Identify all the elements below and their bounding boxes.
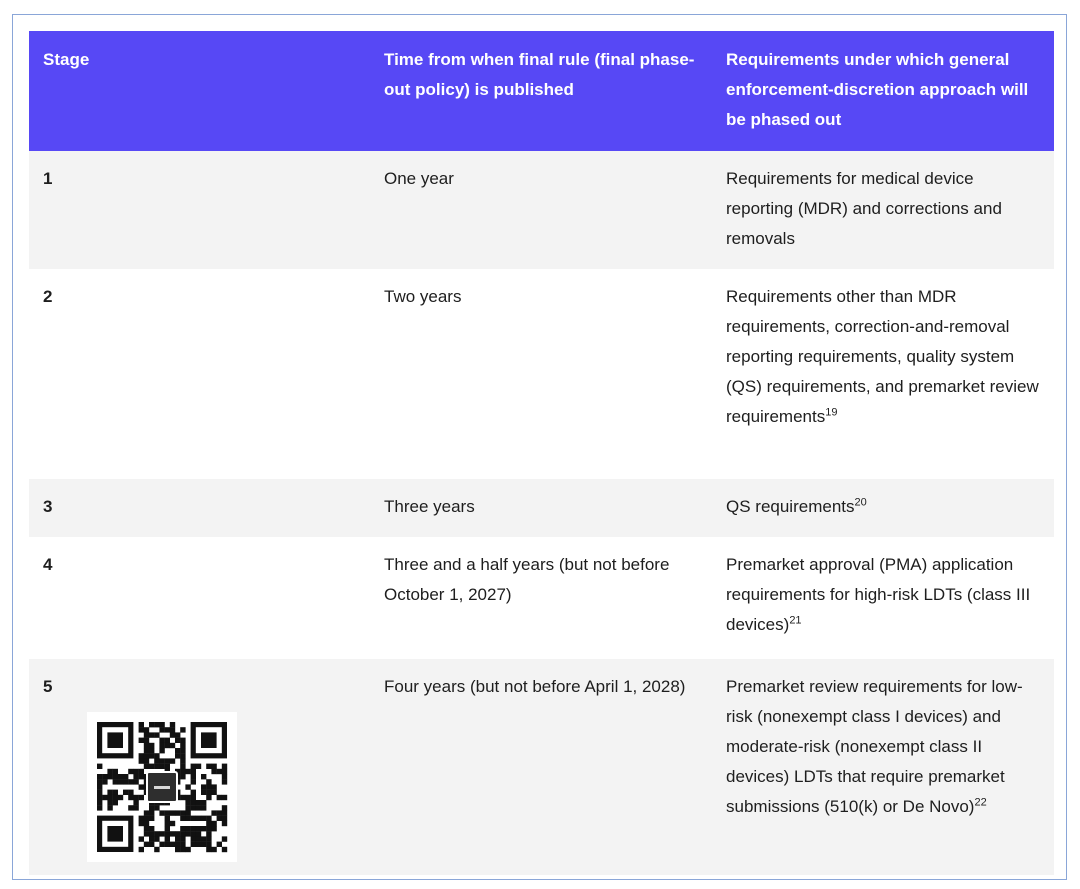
table-row xyxy=(29,537,1054,659)
header-row xyxy=(29,31,1054,151)
requirements-text: Premarket approval (PMA) application requirements for high-risk LDTs (class III devices) xyxy=(726,555,1031,634)
footnote-marker: 22 xyxy=(974,796,987,809)
requirements-text: Requirements for medical device reporting (MDR) and corrections and removals xyxy=(726,169,1002,248)
stage-cell xyxy=(29,659,370,875)
footnote-marker: 19 xyxy=(825,406,838,419)
time-cell: One year xyxy=(370,151,712,269)
requirements-cell xyxy=(712,479,1054,537)
stage-cell: 4 xyxy=(29,537,370,659)
requirements-text: QS requirements xyxy=(726,497,855,516)
table-row xyxy=(29,151,1054,269)
footnote-marker: 21 xyxy=(789,614,802,627)
table-row xyxy=(29,269,1054,479)
stage-cell: 3 xyxy=(29,479,370,537)
table-frame xyxy=(12,14,1067,880)
table-row xyxy=(29,659,1054,875)
stage-cell: 1 xyxy=(29,151,370,269)
requirements-cell xyxy=(712,269,1054,479)
time-cell: Four years (but not before April 1, 2028) xyxy=(370,659,712,875)
requirements-cell xyxy=(712,659,1054,875)
phase-out-table xyxy=(29,31,1054,875)
requirements-cell xyxy=(712,537,1054,659)
header-requirements: Requirements under which general enforcement-discretion approach will be phased out xyxy=(712,31,1054,151)
header-stage: Stage xyxy=(29,31,370,151)
time-cell: Two years xyxy=(370,269,712,479)
qr-logo-icon xyxy=(146,771,178,803)
header-time: Time from when final rule (final phase-out policy) is published xyxy=(370,31,712,151)
qr-code-icon xyxy=(87,712,237,862)
time-cell: Three and a half years (but not before October 1, 2027) xyxy=(370,537,712,659)
stage-cell: 2 xyxy=(29,269,370,479)
time-cell: Three years xyxy=(370,479,712,537)
requirements-text: Premarket review requirements for low-risk (nonexempt class I devices) and moderate-risk (nonexempt class II devices) LDTs that require premarket submissions (510(k) or De Novo) xyxy=(726,677,1023,816)
requirements-text: Requirements other than MDR requirements, correction-and-removal reporting requirements, quality system (QS) requirements, and premarket review requirements xyxy=(726,287,1039,426)
stage-number: 5 xyxy=(43,677,53,696)
requirements-cell xyxy=(712,151,1054,269)
footnote-marker: 20 xyxy=(854,496,867,509)
table-row xyxy=(29,479,1054,537)
